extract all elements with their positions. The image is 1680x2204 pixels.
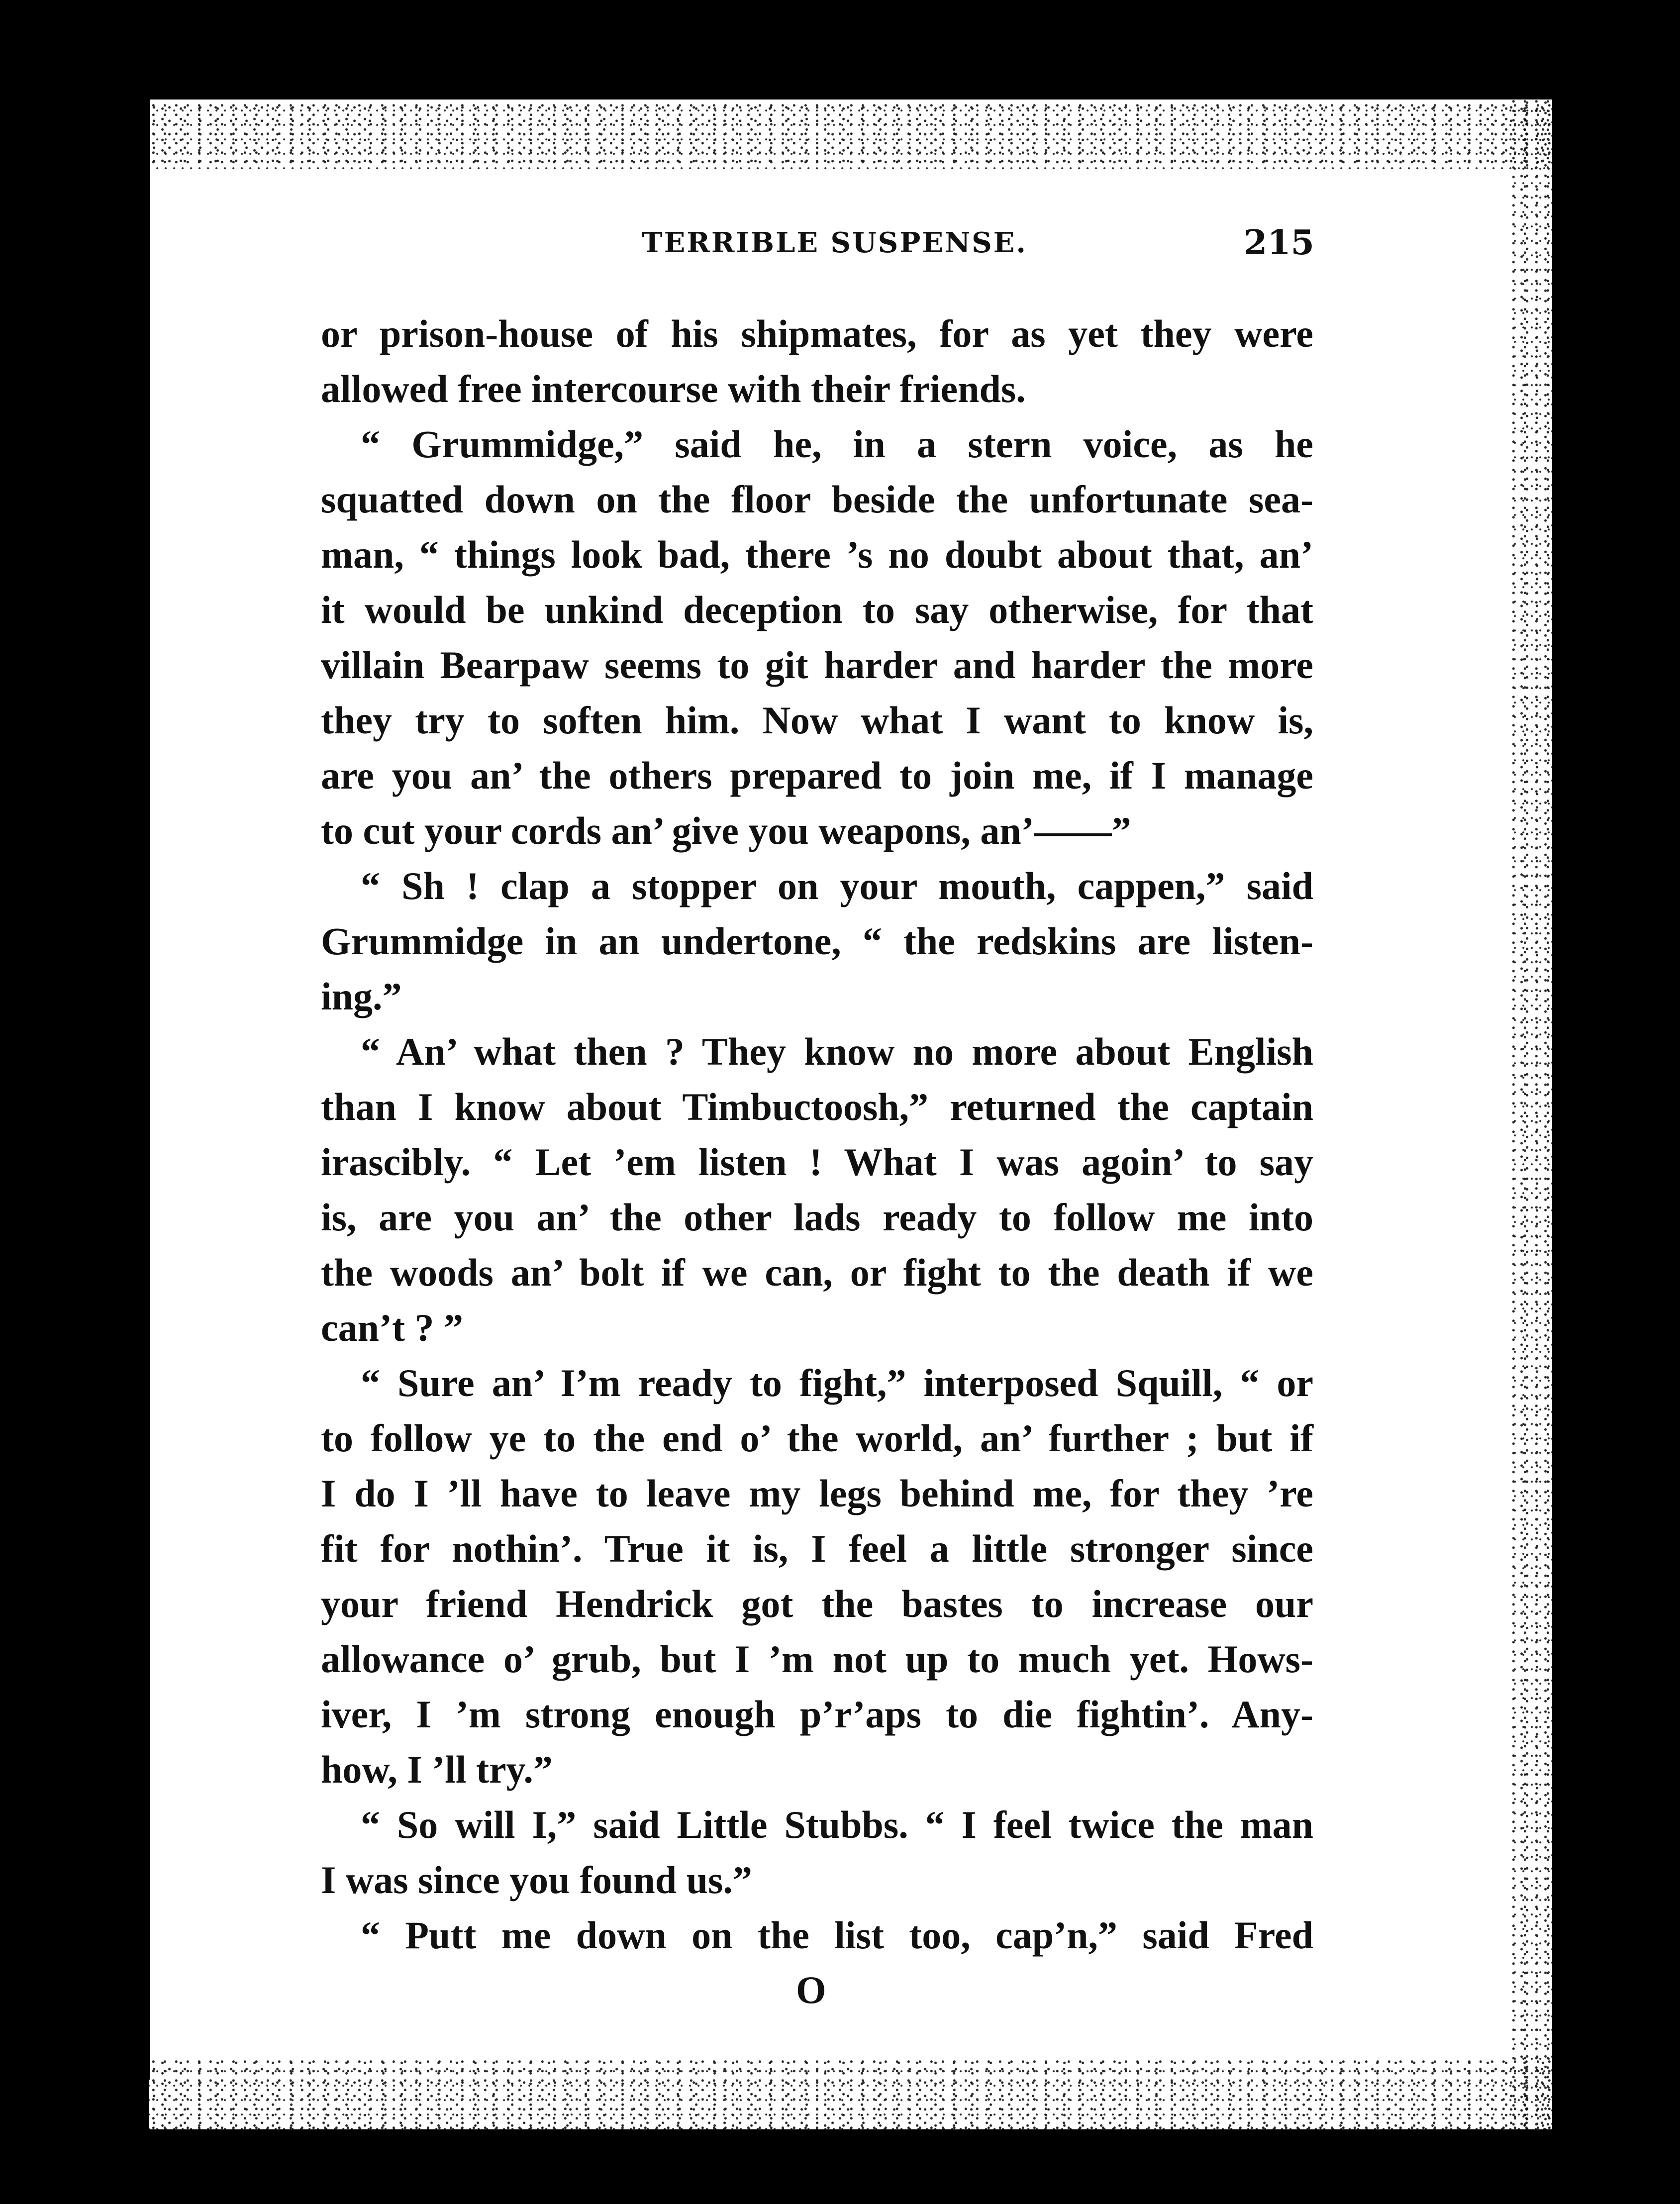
- page-number: 215: [1244, 223, 1314, 263]
- text-line: iver, I ’m strong enough p’r’aps to die fightin’. Any-: [321, 1693, 1313, 1736]
- text-line: villain Bearpaw seems to git harder and harder the more: [321, 643, 1313, 687]
- text-line: to follow ye to the end o’ the world, an’ further ; but if: [321, 1416, 1313, 1460]
- text-line: “ Putt me down on the list too, cap’n,” said Fred: [361, 1913, 1313, 1957]
- text-line: I do I ’ll have to leave my legs behind me, for they ’re: [321, 1472, 1313, 1515]
- text-line: I was since you found us.”: [321, 1858, 752, 1902]
- text-line: how, I ’ll try.”: [321, 1748, 553, 1791]
- text-line: allowed free intercourse with their friends.: [321, 367, 1026, 410]
- text-line: or prison-house of his shipmates, for as yet they were: [321, 312, 1313, 355]
- text-line: fit for nothin’. True it is, I feel a little stronger since: [321, 1527, 1313, 1570]
- binding-line: [140, 90, 150, 2080]
- text-line: than I know about Timbuctoosh,” returned the captain: [321, 1085, 1313, 1128]
- text-line: it would be unkind deception to say otherwise, for that: [321, 588, 1313, 631]
- text-line: the woods an’ bolt if we can, or fight to the death if we: [321, 1251, 1313, 1294]
- text-line: “ Grummidge,” said he, in a stern voice, as he: [361, 422, 1313, 466]
- scan-noise-top: [129, 85, 1597, 169]
- scan-noise-bottom: [129, 2060, 1597, 2164]
- text-line: man, “ things look bad, there ’s no doubt about that, an’: [321, 533, 1313, 576]
- text-line: allowance o’ grub, but I ’m not up to much yet. Hows-: [321, 1637, 1313, 1681]
- text-line: Grummidge in an undertone, “ the redskins are listen-: [321, 919, 1313, 963]
- text-line: they try to soften him. Now what I want to know is,: [321, 699, 1313, 742]
- text-line: “ An’ what then ? They know no more about English: [361, 1030, 1313, 1073]
- text-line: to cut your cords an’ give you weapons, an’——”: [321, 809, 1131, 852]
- text-line: squatted down on the floor beside the unfortunate sea-: [321, 478, 1313, 521]
- text-line: can’t ? ”: [321, 1306, 463, 1349]
- text-line: irascibly. “ Let ’em listen ! What I was agoin’ to say: [321, 1140, 1313, 1184]
- text-line: ing.”: [321, 975, 402, 1018]
- body-text: [321, 306, 1313, 1963]
- binding-gutter: [0, 95, 144, 2204]
- scan-noise-right: [1512, 100, 1602, 2139]
- text-line: “ Sure an’ I’m ready to fight,” interposed Squill, “ or: [361, 1361, 1313, 1404]
- text-line: is, are you an’ the other lads ready to follow me into: [321, 1196, 1313, 1239]
- text-line: “ Sh ! clap a stopper on your mouth, cappen,” said: [361, 864, 1313, 907]
- scan-noise-left: [0, 100, 129, 308]
- signature-mark: O: [796, 1968, 826, 2011]
- text-line: “ So will I,” said Little Stubbs. “ I feel twice the man: [361, 1803, 1313, 1846]
- text-line: are you an’ the others prepared to join me, if I manage: [321, 754, 1313, 797]
- running-title: TERRIBLE SUSPENSE.: [642, 226, 1027, 259]
- text-line: your friend Hendrick got the bastes to increase our: [321, 1582, 1313, 1625]
